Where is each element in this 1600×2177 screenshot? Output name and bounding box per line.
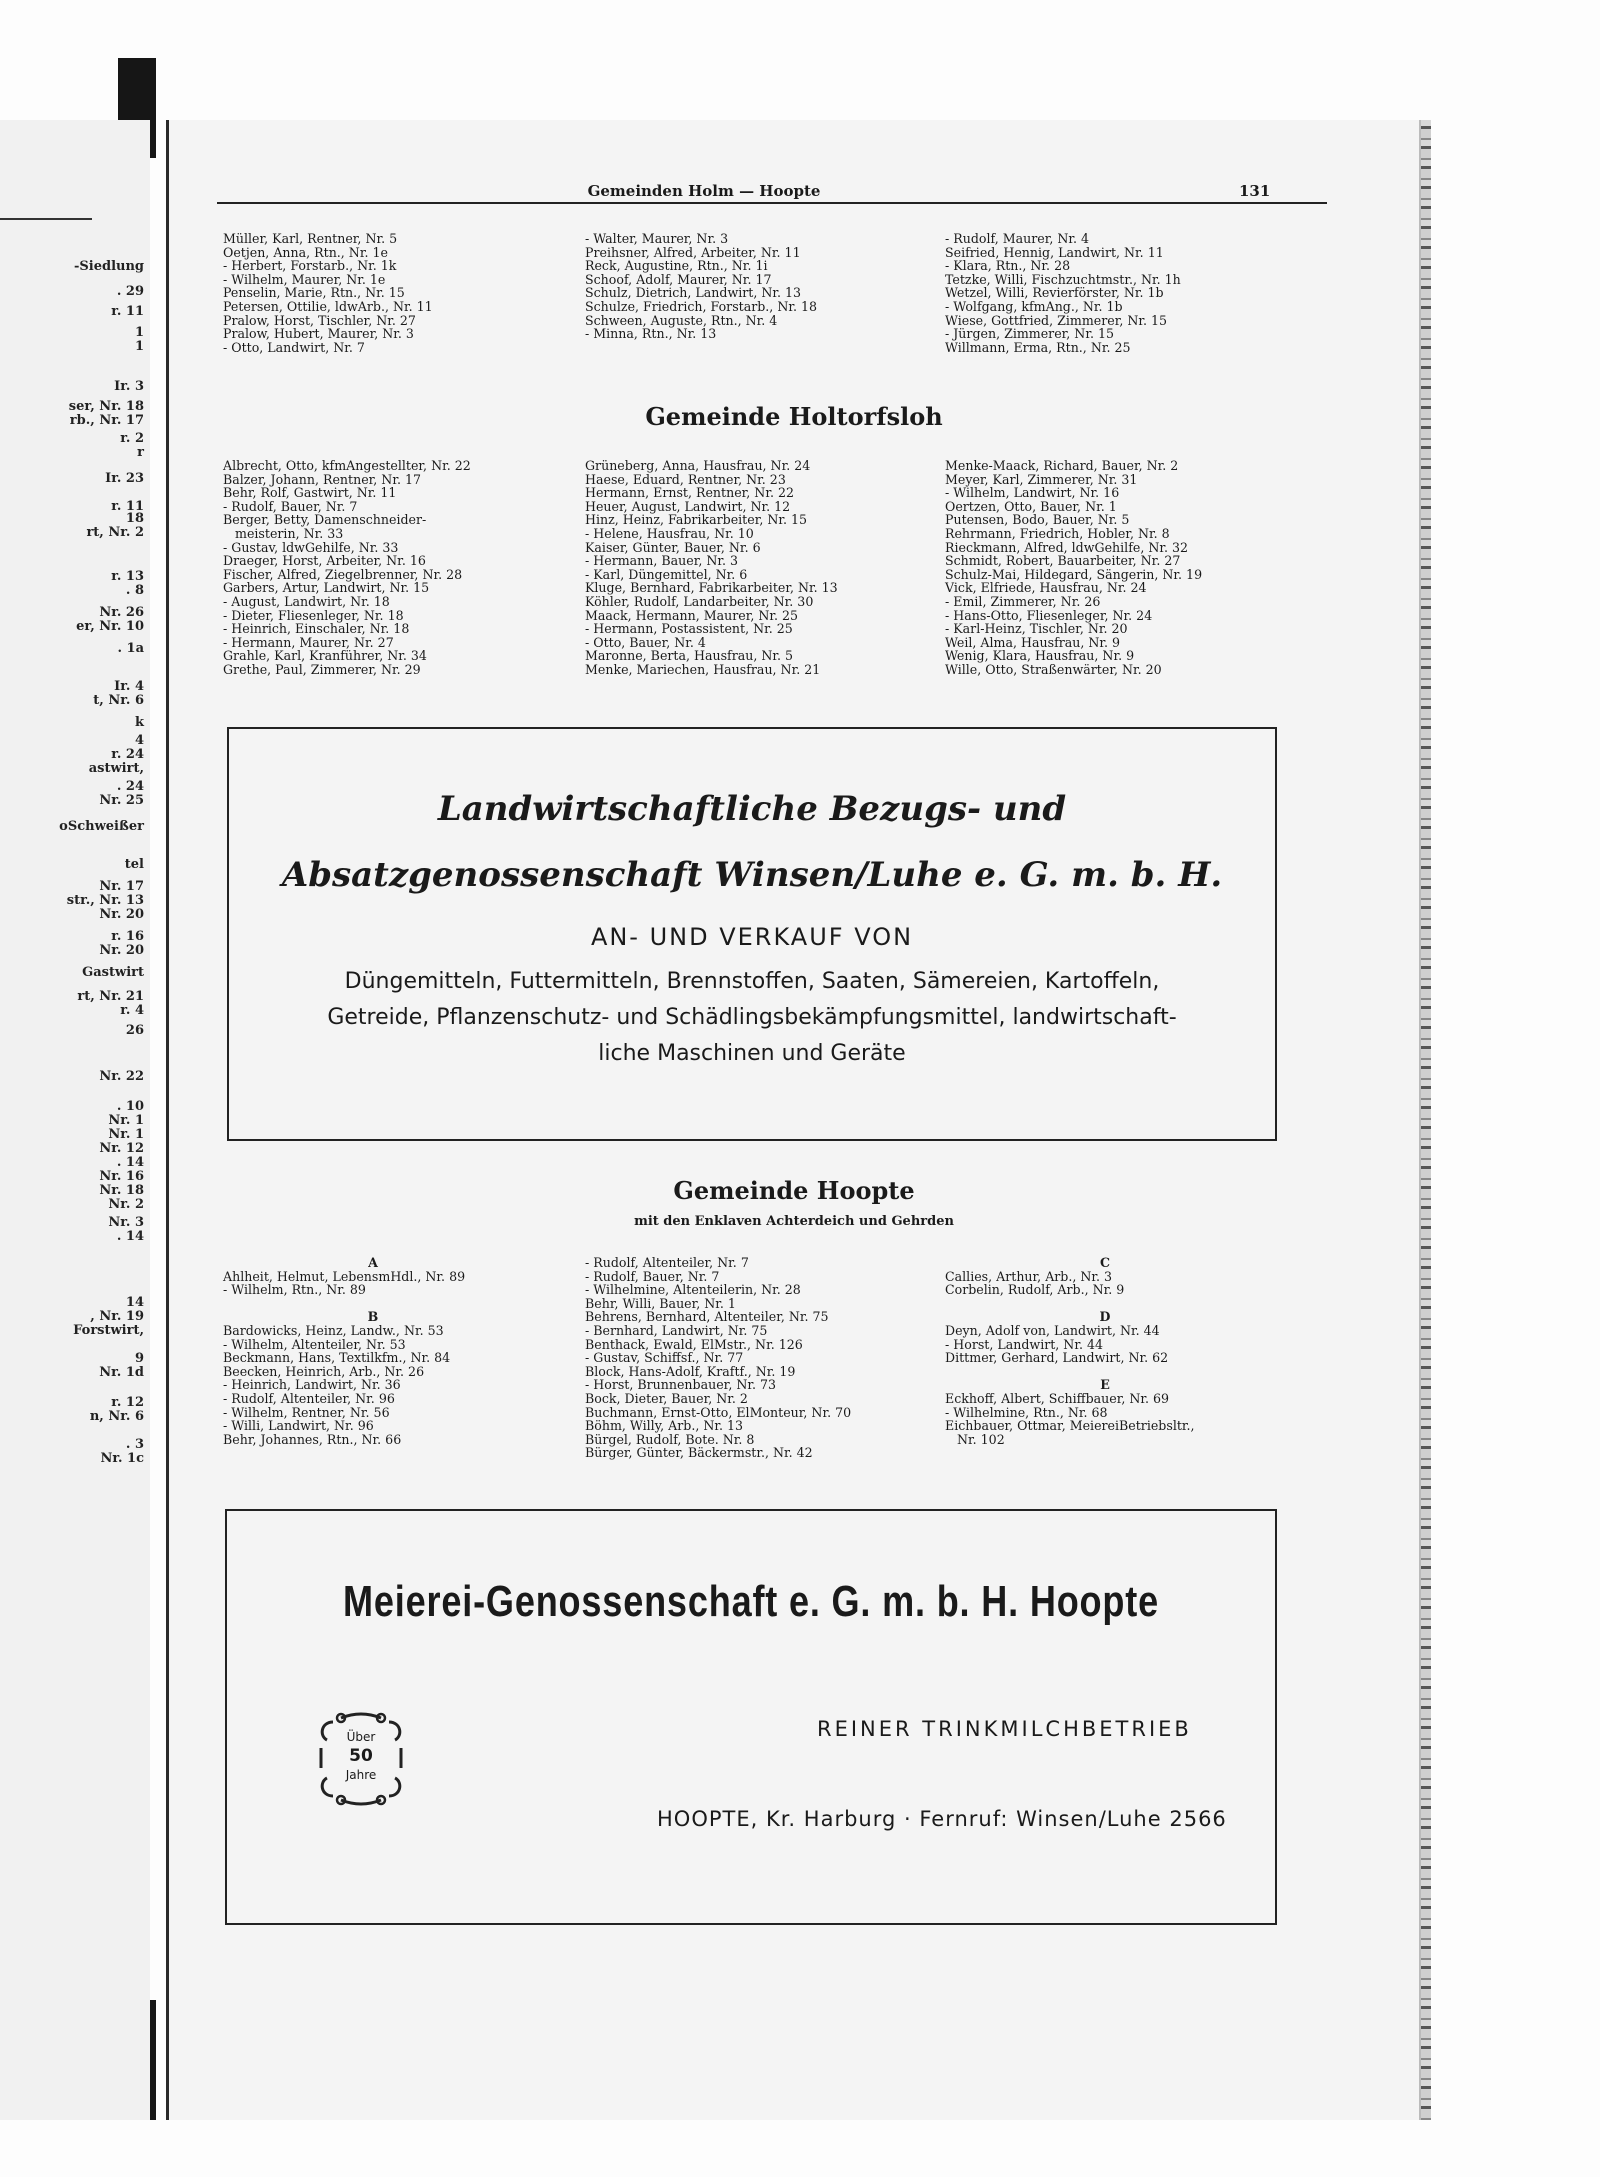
previous-page-fragment-text: tel <box>124 857 144 872</box>
directory-entry: Buchmann, Ernst-Otto, ElMonteur, Nr. 70 <box>585 1404 852 1420</box>
directory-entry: - Helene, Hausfrau, Nr. 10 <box>585 525 754 541</box>
previous-page-fragment-text: . 29 <box>116 284 144 299</box>
directory-entry: Preihsner, Alfred, Arbeiter, Nr. 11 <box>585 244 801 260</box>
previous-page-fragment-text: 9 <box>134 1351 144 1366</box>
holtorfsloh-column-2 <box>585 459 838 677</box>
badge-number: 50 <box>349 1746 373 1766</box>
ad-subtitle: AN- UND VERKAUF VON <box>590 923 914 951</box>
spacer <box>945 1297 1265 1311</box>
ad-body-line-3: liche Maschinen und Geräte <box>598 1041 906 1066</box>
directory-entry: - Horst, Landwirt, Nr. 44 <box>945 1336 1103 1352</box>
running-head: Gemeinden Holm — Hoopte <box>587 182 821 200</box>
previous-page-fragment-text: . 14 <box>116 1155 144 1170</box>
holm-column-3 <box>945 232 1181 354</box>
directory-page <box>166 120 1421 2120</box>
previous-page-fragment-text: Nr. 1c <box>100 1451 144 1466</box>
previous-page-fragment-text: Nr. 1 <box>108 1127 144 1142</box>
directory-entry: Seifried, Hennig, Landwirt, Nr. 11 <box>945 244 1164 260</box>
previous-page-fragment-text: Nr. 26 <box>99 605 144 620</box>
letter-heading: A <box>368 1255 378 1270</box>
directory-entry: Menke, Mariechen, Hausfrau, Nr. 21 <box>585 661 821 677</box>
directory-entry: - Horst, Brunnenbauer, Nr. 73 <box>585 1377 777 1393</box>
hoopte-column-2 <box>585 1256 851 1460</box>
directory-entry: - Wilhelmine, Altenteilerin, Nr. 28 <box>585 1282 801 1298</box>
directory-entry: Deyn, Adolf von, Landwirt, Nr. 44 <box>945 1322 1160 1338</box>
section-title-hoopte: Gemeinde Hoopte <box>673 1176 915 1205</box>
directory-entry: - Dieter, Fliesenleger, Nr. 18 <box>223 607 404 623</box>
letter-heading: C <box>1099 1255 1111 1270</box>
previous-page-fragment-text: r. 11 <box>111 499 144 514</box>
spacer <box>223 1297 523 1311</box>
directory-entry: Tetzke, Willi, Fischzuchtmstr., Nr. 1h <box>945 271 1181 287</box>
previous-page-fragment-text: Ir. 3 <box>114 379 144 394</box>
directory-entry: Fischer, Alfred, Ziegelbrenner, Nr. 28 <box>223 566 463 582</box>
directory-entry: Schmidt, Robert, Bauarbeiter, Nr. 27 <box>945 553 1181 569</box>
directory-entry: Vick, Elfriede, Hausfrau, Nr. 24 <box>945 580 1147 596</box>
previous-page-fragment-text: k <box>134 715 144 730</box>
directory-entry: Penselin, Marie, Rtn., Nr. 15 <box>223 285 405 301</box>
directory-entry: Rieckmann, Alfred, ldwGehilfe, Nr. 32 <box>945 539 1189 555</box>
previous-page-fragment-text: Nr. 20 <box>99 943 144 958</box>
advertisement-meierei-genossenschaft <box>225 1509 1277 1925</box>
previous-page-fragment-text: . 3 <box>125 1437 144 1452</box>
ad-body-line-2: Getreide, Pflanzenschutz- und Schädlingsbekämpfungsmittel, landwirtschaft- <box>327 1005 1177 1030</box>
directory-entry: Schulz-Mai, Hildegard, Sängerin, Nr. 19 <box>945 566 1203 582</box>
directory-entry: Reck, Augustine, Rtn., Nr. 1i <box>585 258 768 274</box>
directory-entry: Grahle, Karl, Kranführer, Nr. 34 <box>223 648 427 664</box>
directory-entry: - Jürgen, Zimmerer, Nr. 15 <box>945 326 1114 342</box>
directory-entry: Heuer, August, Landwirt, Nr. 12 <box>585 498 791 514</box>
directory-entry: Maronne, Berta, Hausfrau, Nr. 5 <box>585 648 794 664</box>
directory-entry: Wille, Otto, Straßenwärter, Nr. 20 <box>945 661 1162 677</box>
directory-entry: Putensen, Bodo, Bauer, Nr. 5 <box>945 512 1130 528</box>
directory-entry: - Rudolf, Maurer, Nr. 4 <box>945 231 1090 246</box>
badge-top-text: Über <box>346 1730 376 1744</box>
page-number: 131 <box>1239 182 1271 200</box>
directory-entry: Köhler, Rudolf, Landarbeiter, Nr. 30 <box>585 593 814 609</box>
previous-page-fragment-text: , Nr. 19 <box>90 1309 144 1324</box>
directory-entry: - Wilhelm, Altenteiler, Nr. 53 <box>223 1336 406 1352</box>
directory-entry: Weil, Alma, Hausfrau, Nr. 9 <box>945 634 1121 650</box>
spacer <box>945 1365 1265 1379</box>
directory-entry: Wetzel, Willi, Revierförster, Nr. 1b <box>945 285 1164 301</box>
previous-page-fragment-text: str., Nr. 13 <box>66 893 144 908</box>
directory-entry: Bürgel, Rudolf, Bote. Nr. 8 <box>585 1431 755 1447</box>
previous-page-fragment-text: r. 13 <box>111 569 144 584</box>
previous-page-fragment-text: er, Nr. 10 <box>76 619 144 634</box>
directory-entry: Beckmann, Hans, Textilkfm., Nr. 84 <box>223 1350 451 1366</box>
directory-entry: Oetjen, Anna, Rtn., Nr. 1e <box>223 244 388 260</box>
directory-entry: Bardowicks, Heinz, Landw., Nr. 53 <box>223 1322 444 1338</box>
directory-entry: Kaiser, Günter, Bauer, Nr. 6 <box>585 539 761 555</box>
previous-page-fragment-text: r <box>137 445 144 460</box>
directory-entry: - August, Landwirt, Nr. 18 <box>223 593 390 609</box>
directory-entry: - Wilhelm, Maurer, Nr. 1e <box>223 271 386 287</box>
directory-entry: Grüneberg, Anna, Hausfrau, Nr. 24 <box>585 458 811 473</box>
directory-entry: Wenig, Klara, Hausfrau, Nr. 9 <box>945 648 1135 664</box>
directory-entry: Eichbauer, Ottmar, MeiereiBetriebsltr., <box>945 1418 1195 1434</box>
previous-page-fragment-text: Nr. 12 <box>99 1141 144 1156</box>
previous-page-fragment-text: Ir. 23 <box>105 471 144 486</box>
directory-entry: Petersen, Ottilie, ldwArb., Nr. 11 <box>223 298 433 314</box>
previous-page-fragment-text: r. 2 <box>120 431 144 446</box>
previous-page-fragment-text: 26 <box>125 1023 144 1038</box>
directory-entry: Schulze, Friedrich, Forstarb., Nr. 18 <box>585 298 818 314</box>
directory-entry: Bock, Dieter, Bauer, Nr. 2 <box>585 1390 748 1406</box>
previous-page-fragment <box>0 120 150 2120</box>
directory-entry: - Wilhelm, Landwirt, Nr. 16 <box>945 485 1120 501</box>
directory-entry: Behrens, Bernhard, Altenteiler, Nr. 75 <box>585 1309 829 1325</box>
directory-entry: - Wilhelm, Rentner, Nr. 56 <box>223 1404 390 1420</box>
directory-entry: Hermann, Ernst, Rentner, Nr. 22 <box>585 485 794 501</box>
directory-entry: - Hermann, Maurer, Nr. 27 <box>223 634 394 650</box>
holm-column-1 <box>223 232 433 354</box>
directory-entry: Schulz, Dietrich, Landwirt, Nr. 13 <box>585 285 802 301</box>
directory-entry: Pralow, Hubert, Maurer, Nr. 3 <box>223 326 414 342</box>
directory-entry: Hinz, Heinz, Fabrikarbeiter, Nr. 15 <box>585 512 808 528</box>
previous-page-fragment-text: . 8 <box>125 583 144 598</box>
previous-page-fragment-text: -Siedlung <box>73 259 144 274</box>
directory-entry: Müller, Karl, Rentner, Nr. 5 <box>223 231 398 246</box>
directory-entry: - Herbert, Forstarb., Nr. 1k <box>223 258 397 274</box>
previous-page-fragment-text: 18 <box>125 511 144 526</box>
directory-entry: - Wilhelmine, Rtn., Nr. 68 <box>945 1404 1108 1420</box>
directory-entry: Berger, Betty, Damenschneider- <box>223 512 427 528</box>
previous-page-fragment-text: r. 16 <box>111 929 144 944</box>
previous-page-fragment-text: Nr. 18 <box>99 1183 144 1198</box>
previous-page-fragment-text: Nr. 22 <box>99 1069 144 1084</box>
directory-entry: Oertzen, Otto, Bauer, Nr. 1 <box>945 498 1117 514</box>
previous-page-fragment-text: . 1a <box>117 641 144 656</box>
previous-page-fragment-text: n, Nr. 6 <box>89 1409 144 1424</box>
directory-entry: - Hans-Otto, Fliesenleger, Nr. 24 <box>945 607 1153 623</box>
previous-page-fragment-text: Nr. 1d <box>99 1365 144 1380</box>
directory-entry: Behr, Willi, Bauer, Nr. 1 <box>585 1295 736 1311</box>
directory-entry: Maack, Hermann, Maurer, Nr. 25 <box>585 607 799 623</box>
directory-entry: Schoof, Adolf, Maurer, Nr. 17 <box>585 271 772 287</box>
directory-entry: - Rudolf, Bauer, Nr. 7 <box>223 498 358 514</box>
previous-page-fragment-text: . 10 <box>116 1099 144 1114</box>
directory-entry: - Karl-Heinz, Tischler, Nr. 20 <box>945 621 1128 637</box>
previous-page-fragment-text: 1 <box>134 339 144 354</box>
directory-entry: Benthack, Ewald, ElMstr., Nr. 126 <box>585 1336 803 1352</box>
letter-heading: E <box>1100 1377 1110 1393</box>
directory-entry: - Wolfgang, kfmAng., Nr. 1b <box>945 298 1123 314</box>
directory-entry: Willmann, Erma, Rtn., Nr. 25 <box>945 339 1131 355</box>
previous-page-fragment-text: r. 4 <box>120 1003 144 1018</box>
section-subtitle-hoopte: mit den Enklaven Achterdeich und Gehrden <box>634 1214 954 1229</box>
previous-page-fragment-text: rt, Nr. 21 <box>77 989 144 1004</box>
advertisement-landwirtschaftliche-genossenschaft <box>227 727 1277 1141</box>
directory-entry: Draeger, Horst, Arbeiter, Nr. 16 <box>223 553 426 569</box>
directory-entry: Meyer, Karl, Zimmerer, Nr. 31 <box>945 471 1138 487</box>
previous-page-fragment-text: astwirt, <box>88 761 144 776</box>
directory-entry: Bürger, Günter, Bäckermstr., Nr. 42 <box>585 1445 813 1461</box>
meierei-title: Meierei-Genossenschaft e. G. m. b. H. Hoopte <box>343 1577 1159 1626</box>
holtorfsloh-column-3 <box>945 459 1202 677</box>
fifty-years-badge <box>311 1708 411 1810</box>
previous-page-fragment-text: rt, Nr. 2 <box>86 525 144 540</box>
directory-entry: - Wilhelm, Rtn., Nr. 89 <box>223 1282 366 1298</box>
directory-entry: Balzer, Johann, Rentner, Nr. 17 <box>223 471 421 487</box>
directory-entry: - Rudolf, Altenteiler, Nr. 7 <box>585 1255 749 1270</box>
letter-heading: D <box>1099 1309 1111 1325</box>
hoopte-column-3 <box>945 1256 1265 1446</box>
previous-page-fragment-text: Ir. 4 <box>114 679 144 694</box>
header-rule <box>217 202 1327 204</box>
previous-page-fragment-text: Nr. 25 <box>99 793 144 808</box>
directory-entry: Haese, Eduard, Rentner, Nr. 23 <box>585 471 786 487</box>
ad-title-line-1: Landwirtschaftliche Bezugs- und <box>437 789 1067 829</box>
meierei-address: HOOPTE, Kr. Harburg · Fernruf: Winsen/Luhe 2566 <box>657 1807 1227 1831</box>
hoopte-column-1 <box>223 1256 523 1446</box>
directory-entry: - Bernhard, Landwirt, Nr. 75 <box>585 1322 768 1338</box>
meierei-tagline: REINER TRINKMILCHBETRIEB <box>817 1717 1192 1741</box>
directory-entry: - Karl, Düngemittel, Nr. 6 <box>585 566 748 582</box>
directory-entry: Böhm, Willy, Arb., Nr. 13 <box>585 1418 744 1434</box>
directory-entry: Dittmer, Gerhard, Landwirt, Nr. 62 <box>945 1350 1169 1366</box>
directory-entry: Wiese, Gottfried, Zimmerer, Nr. 15 <box>945 312 1168 328</box>
directory-entry: Schween, Auguste, Rtn., Nr. 4 <box>585 312 778 328</box>
previous-page-fragment-text: r. 24 <box>111 747 144 762</box>
directory-entry: - Otto, Bauer, Nr. 4 <box>585 634 706 650</box>
previous-page-fragment-text: Nr. 16 <box>99 1169 144 1184</box>
previous-page-fragment-text: . 14 <box>116 1229 144 1244</box>
holm-column-2 <box>585 232 817 341</box>
directory-entry: - Klara, Rtn., Nr. 28 <box>945 258 1071 274</box>
directory-entry: Nr. 102 <box>945 1431 1005 1447</box>
directory-entry: - Minna, Rtn., Nr. 13 <box>585 326 717 342</box>
previous-page-fragment-text: ser, Nr. 18 <box>68 399 144 414</box>
directory-entry: Menke-Maack, Richard, Bauer, Nr. 2 <box>945 458 1179 473</box>
section-title-holtorfsloh: Gemeinde Holtorfsloh <box>645 402 943 431</box>
directory-entry: Rehrmann, Friedrich, Hobler, Nr. 8 <box>945 525 1170 541</box>
directory-entry: Eckhoff, Albert, Schiffbauer, Nr. 69 <box>945 1390 1170 1406</box>
letter-heading: B <box>367 1309 379 1325</box>
ad-title-line-2: Absatzgenossenschaft Winsen/Luhe e. G. m. b. H. <box>281 855 1223 895</box>
directory-entry: - Walter, Maurer, Nr. 3 <box>585 231 729 246</box>
directory-entry: - Willi, Landwirt, Nr. 96 <box>223 1418 374 1434</box>
directory-entry: Ahlheit, Helmut, LebensmHdl., Nr. 89 <box>223 1268 466 1284</box>
directory-entry: - Gustav, ldwGehilfe, Nr. 33 <box>223 539 399 555</box>
previous-page-fragment-text: r. 12 <box>111 1395 144 1410</box>
previous-page-fragment-text: Nr. 3 <box>108 1215 144 1230</box>
previous-page-fragment-text: Nr. 20 <box>99 907 144 922</box>
directory-entry: meisterin, Nr. 33 <box>223 525 344 541</box>
badge-bottom-text: Jahre <box>345 1768 377 1782</box>
directory-entry: Corbelin, Rudolf, Arb., Nr. 9 <box>945 1282 1125 1298</box>
previous-page-fragment-text: Nr. 2 <box>108 1197 144 1212</box>
previous-page-fragment-text: oSchweißer <box>59 819 144 834</box>
previous-page-fragment-text: rb., Nr. 17 <box>69 413 144 428</box>
directory-entry: - Otto, Landwirt, Nr. 7 <box>223 339 365 355</box>
previous-page-fragment-text: Forstwirt, <box>73 1323 144 1338</box>
previous-page-fragment-text: t, Nr. 6 <box>93 693 144 708</box>
previous-page-fragment-text: 1 <box>134 325 144 340</box>
directory-entry: Behr, Johannes, Rtn., Nr. 66 <box>223 1431 402 1447</box>
directory-entry: Behr, Rolf, Gastwirt, Nr. 11 <box>223 485 397 501</box>
directory-entry: - Rudolf, Bauer, Nr. 7 <box>585 1268 720 1284</box>
directory-entry: - Hermann, Bauer, Nr. 3 <box>585 553 739 569</box>
previous-page-rule <box>0 218 92 220</box>
directory-entry: - Emil, Zimmerer, Nr. 26 <box>945 593 1101 609</box>
directory-entry: Grethe, Paul, Zimmerer, Nr. 29 <box>223 661 421 677</box>
previous-page-fragment-text: . 24 <box>116 779 144 794</box>
directory-entry: - Hermann, Postassistent, Nr. 25 <box>585 621 793 637</box>
directory-entry: - Heinrich, Landwirt, Nr. 36 <box>223 1377 401 1393</box>
directory-entry: - Gustav, Schiffsf., Nr. 77 <box>585 1350 744 1366</box>
previous-page-fragment-text: Nr. 17 <box>99 879 144 894</box>
directory-entry: Callies, Arthur, Arb., Nr. 3 <box>945 1268 1113 1284</box>
previous-page-fragment-text: 4 <box>134 733 144 748</box>
previous-page-fragment-text: 14 <box>125 1295 144 1310</box>
directory-entry: Block, Hans-Adolf, Kraftf., Nr. 19 <box>585 1363 796 1379</box>
previous-page-fragment-text: Nr. 1 <box>108 1113 144 1128</box>
directory-entry: - Rudolf, Altenteiler, Nr. 96 <box>223 1390 395 1406</box>
previous-page-fragment-text: r. 11 <box>111 304 144 319</box>
directory-entry: - Heinrich, Einschaler, Nr. 18 <box>223 621 410 637</box>
directory-entry: Beecken, Heinrich, Arb., Nr. 26 <box>223 1363 425 1379</box>
directory-entry: Garbers, Artur, Landwirt, Nr. 15 <box>223 580 430 596</box>
directory-entry: Albrecht, Otto, kfmAngestellter, Nr. 22 <box>223 458 471 473</box>
holtorfsloh-column-1 <box>223 459 471 677</box>
directory-entry: Pralow, Horst, Tischler, Nr. 27 <box>223 312 416 328</box>
previous-page-fragment-text: Gastwirt <box>82 965 144 980</box>
ad-body-line-1: Düngemitteln, Futtermitteln, Brennstoffen, Saaten, Sämereien, Kartoffeln, <box>344 969 1160 994</box>
directory-entry: Kluge, Bernhard, Fabrikarbeiter, Nr. 13 <box>585 580 838 596</box>
